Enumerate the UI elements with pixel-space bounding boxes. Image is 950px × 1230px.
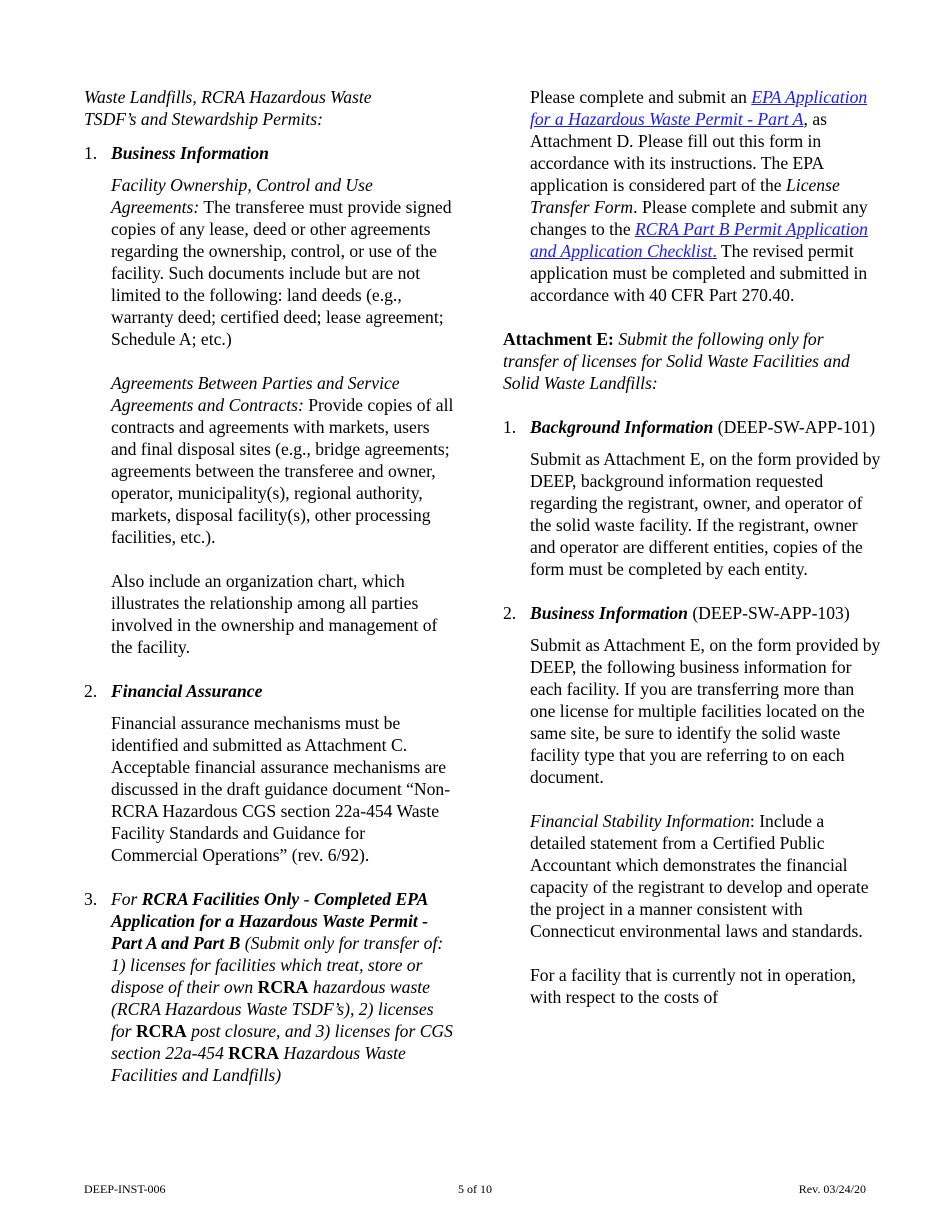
attachment-e-heading: Attachment E: Submit the following only for transfer of licenses for Solid Waste Facilities and Solid Waste Landfills: bbox=[503, 329, 850, 393]
item-heading: Business Information (DEEP-SW-APP-103) bbox=[530, 603, 850, 623]
item-rcra-facilities bbox=[84, 888, 454, 1086]
section-intro: Waste Landfills, RCRA Hazardous Waste TSDF’s and Stewardship Permits: bbox=[84, 87, 372, 129]
item-financial-assurance bbox=[84, 680, 454, 866]
paragraph-label: Financial Stability Information bbox=[530, 811, 750, 831]
paragraph-not-in-operation: For a facility that is currently not in operation, with respect to the costs of bbox=[530, 965, 856, 1007]
paragraph-org-chart: Also include an organization chart, which illustrates the relationship among all parties involved in the ownership and management of the facility. bbox=[111, 571, 438, 657]
item-business-information bbox=[84, 142, 454, 658]
paragraph-label: Agreements Between Parties and Service Agreements and Contracts: bbox=[111, 373, 400, 415]
item-heading: Financial Assurance bbox=[111, 681, 263, 701]
left-column bbox=[84, 86, 454, 1086]
footer-revision: Rev. 03/24/20 bbox=[798, 1182, 866, 1196]
paragraph-background: Submit as Attachment E, on the form provided by DEEP, background information requested regarding the registrant, owner, and operator of the solid waste facility. If the registrant, owner and operator are different entities, copies of the form must be completed by each entity. bbox=[530, 449, 881, 579]
item-background-information bbox=[503, 416, 883, 580]
rcra-part-b-link-period[interactable]: . bbox=[712, 241, 717, 261]
paragraph-rcra: For RCRA Facilities Only - Completed EPA Application for a Hazardous Waste Permit - Part A and Part B (Submit only for transfer of: 1) licenses for facilities which treat, store or dispose of their own RCRA hazardous waste (RCRA Hazardous Waste TSDF’s), 2) licenses for RCRA post closure, and 3) licenses for CGS section 22a-454 RCRA Hazardous Waste Facilities and Landfills) bbox=[111, 889, 453, 1085]
rcra-part-b-link[interactable]: RCRA Part B Permit Application and Application Checklist bbox=[530, 219, 868, 261]
paragraph-business: Submit as Attachment E, on the form provided by DEEP, the following business information for each facility. If you are transferring more than one license for multiple facilities located on the same site, be sure to identify the solid waste facility type that you are referring to on each document. bbox=[530, 635, 881, 787]
paragraph-agreements: Agreements Between Parties and Service Agreements and Contracts: Provide copies of all contracts and agreements with markets, users and final disposal sites (e.g., bridge agreements; agreements between the transferee and owner, operator, municipality(s), regional authority, markets, disposal facility(s), other processing facilities, etc.). bbox=[111, 373, 454, 547]
paragraph-epa-application: Please complete and submit an EPA Application for a Hazardous Waste Permit - Part A, as Attachment D. Please fill out this form in accordance with its instructions. The EPA application is considered part of the License Transfer Form. Please complete and submit any changes to the RCRA Part B Permit Application and Application Checklist. The revised permit application must be completed and submitted in accordance with 40 CFR Part 270.40. bbox=[530, 87, 868, 305]
item-number: 3. bbox=[84, 889, 98, 909]
epa-application-link[interactable]: EPA Application for a Hazardous Waste Permit - Part A bbox=[530, 87, 868, 129]
attachment-label: Attachment E: bbox=[503, 329, 614, 349]
item-heading: Business Information bbox=[111, 143, 269, 163]
footer-page-number: 5 of 10 bbox=[458, 1182, 492, 1196]
item-number: 1. bbox=[503, 417, 517, 437]
paragraph-label: Facility Ownership, Control and Use Agreements: bbox=[111, 175, 373, 217]
item-business-information-sw bbox=[503, 602, 883, 1008]
item-number: 2. bbox=[84, 681, 98, 701]
footer-doc-id: DEEP-INST-006 bbox=[84, 1182, 166, 1196]
item-number: 1. bbox=[84, 143, 98, 163]
item-number: 2. bbox=[503, 603, 517, 623]
paragraph-financial-assurance: Financial assurance mechanisms must be identified and submitted as Attachment C. Acceptable financial assurance mechanisms are discussed in the draft guidance document “Non-RCRA Hazardous CGS section 22a-454 Waste Facility Standards and Guidance for Commercial Operations” (rev. 6/92). bbox=[111, 713, 451, 865]
right-column bbox=[503, 86, 883, 1008]
item-heading: Background Information (DEEP-SW-APP-101) bbox=[530, 417, 876, 437]
paragraph-financial-stability: Financial Stability Information: Include a detailed statement from a Certified Public Accountant which demonstrates the financial capacity of the registrant to develop and operate the project in a manner consistent with Connecticut environmental laws and standards. bbox=[530, 811, 869, 941]
paragraph-ownership: Facility Ownership, Control and Use Agreements: The transferee must provide signed copies of any lease, deed or other agreements regarding the ownership, control, or use of the facility. Such documents include but are not limited to the following: land deeds (e.g., warranty deed; certified deed; lease agreement; Schedule A; etc.) bbox=[111, 175, 452, 349]
